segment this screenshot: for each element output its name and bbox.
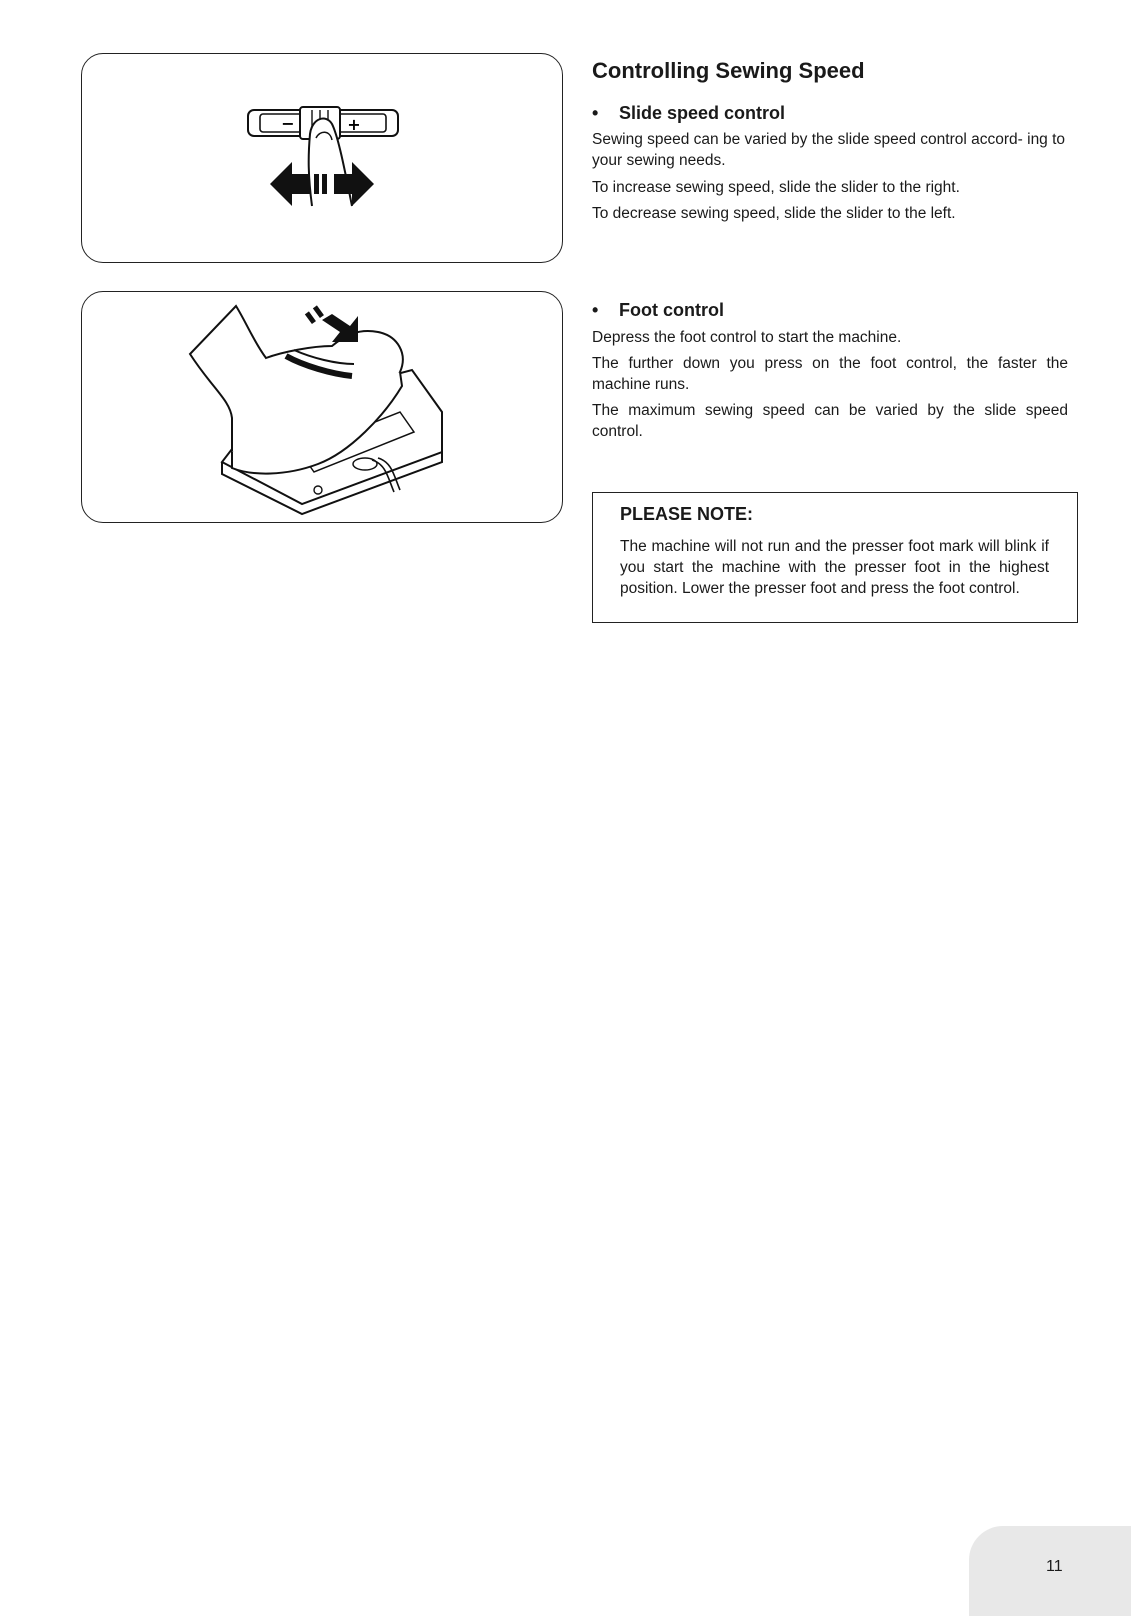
please-note-box	[592, 492, 1078, 623]
slider-plus-label: +	[347, 115, 361, 134]
slide-paragraph-1: Sewing speed can be varied by the slide speed control accord- ing to your sewing needs.	[592, 131, 1066, 169]
foot-paragraph-2: The further down you press on the foot control, the faster the machine runs.	[592, 355, 1068, 393]
slide-speed-control-heading-text: Slide speed control	[619, 103, 786, 123]
foot-paragraph-1: Depress the foot control to start the machine.	[592, 329, 902, 346]
slide-paragraph-2: To increase sewing speed, slide the slider to the right.	[592, 179, 960, 196]
slide-speed-control-heading	[592, 103, 785, 124]
please-note-title: PLEASE NOTE:	[620, 504, 754, 524]
slide-speed-control-icon	[82, 54, 563, 263]
foot-control-figure	[81, 291, 563, 523]
bullet: •	[592, 300, 599, 320]
bullet: •	[592, 103, 599, 123]
page-number: 11	[1046, 1558, 1063, 1575]
please-note-text: The machine will not run and the presser foot mark will blink if you start the machine with the presser foot in the highest position. Lower the presser foot and press the foot control.	[620, 538, 1049, 597]
slide-paragraph-3: To decrease sewing speed, slide the slider to the left.	[592, 205, 956, 222]
slide-speed-control-figure	[81, 53, 563, 263]
foot-paragraph-3: The maximum sewing speed can be varied by the slide speed control.	[592, 402, 1068, 440]
slider-minus-label: −	[281, 114, 295, 133]
foot-control-heading	[592, 300, 724, 321]
foot-control-icon	[82, 292, 563, 523]
page-title: Controlling Sewing Speed	[592, 58, 865, 83]
foot-control-heading-text: Foot control	[619, 300, 724, 320]
